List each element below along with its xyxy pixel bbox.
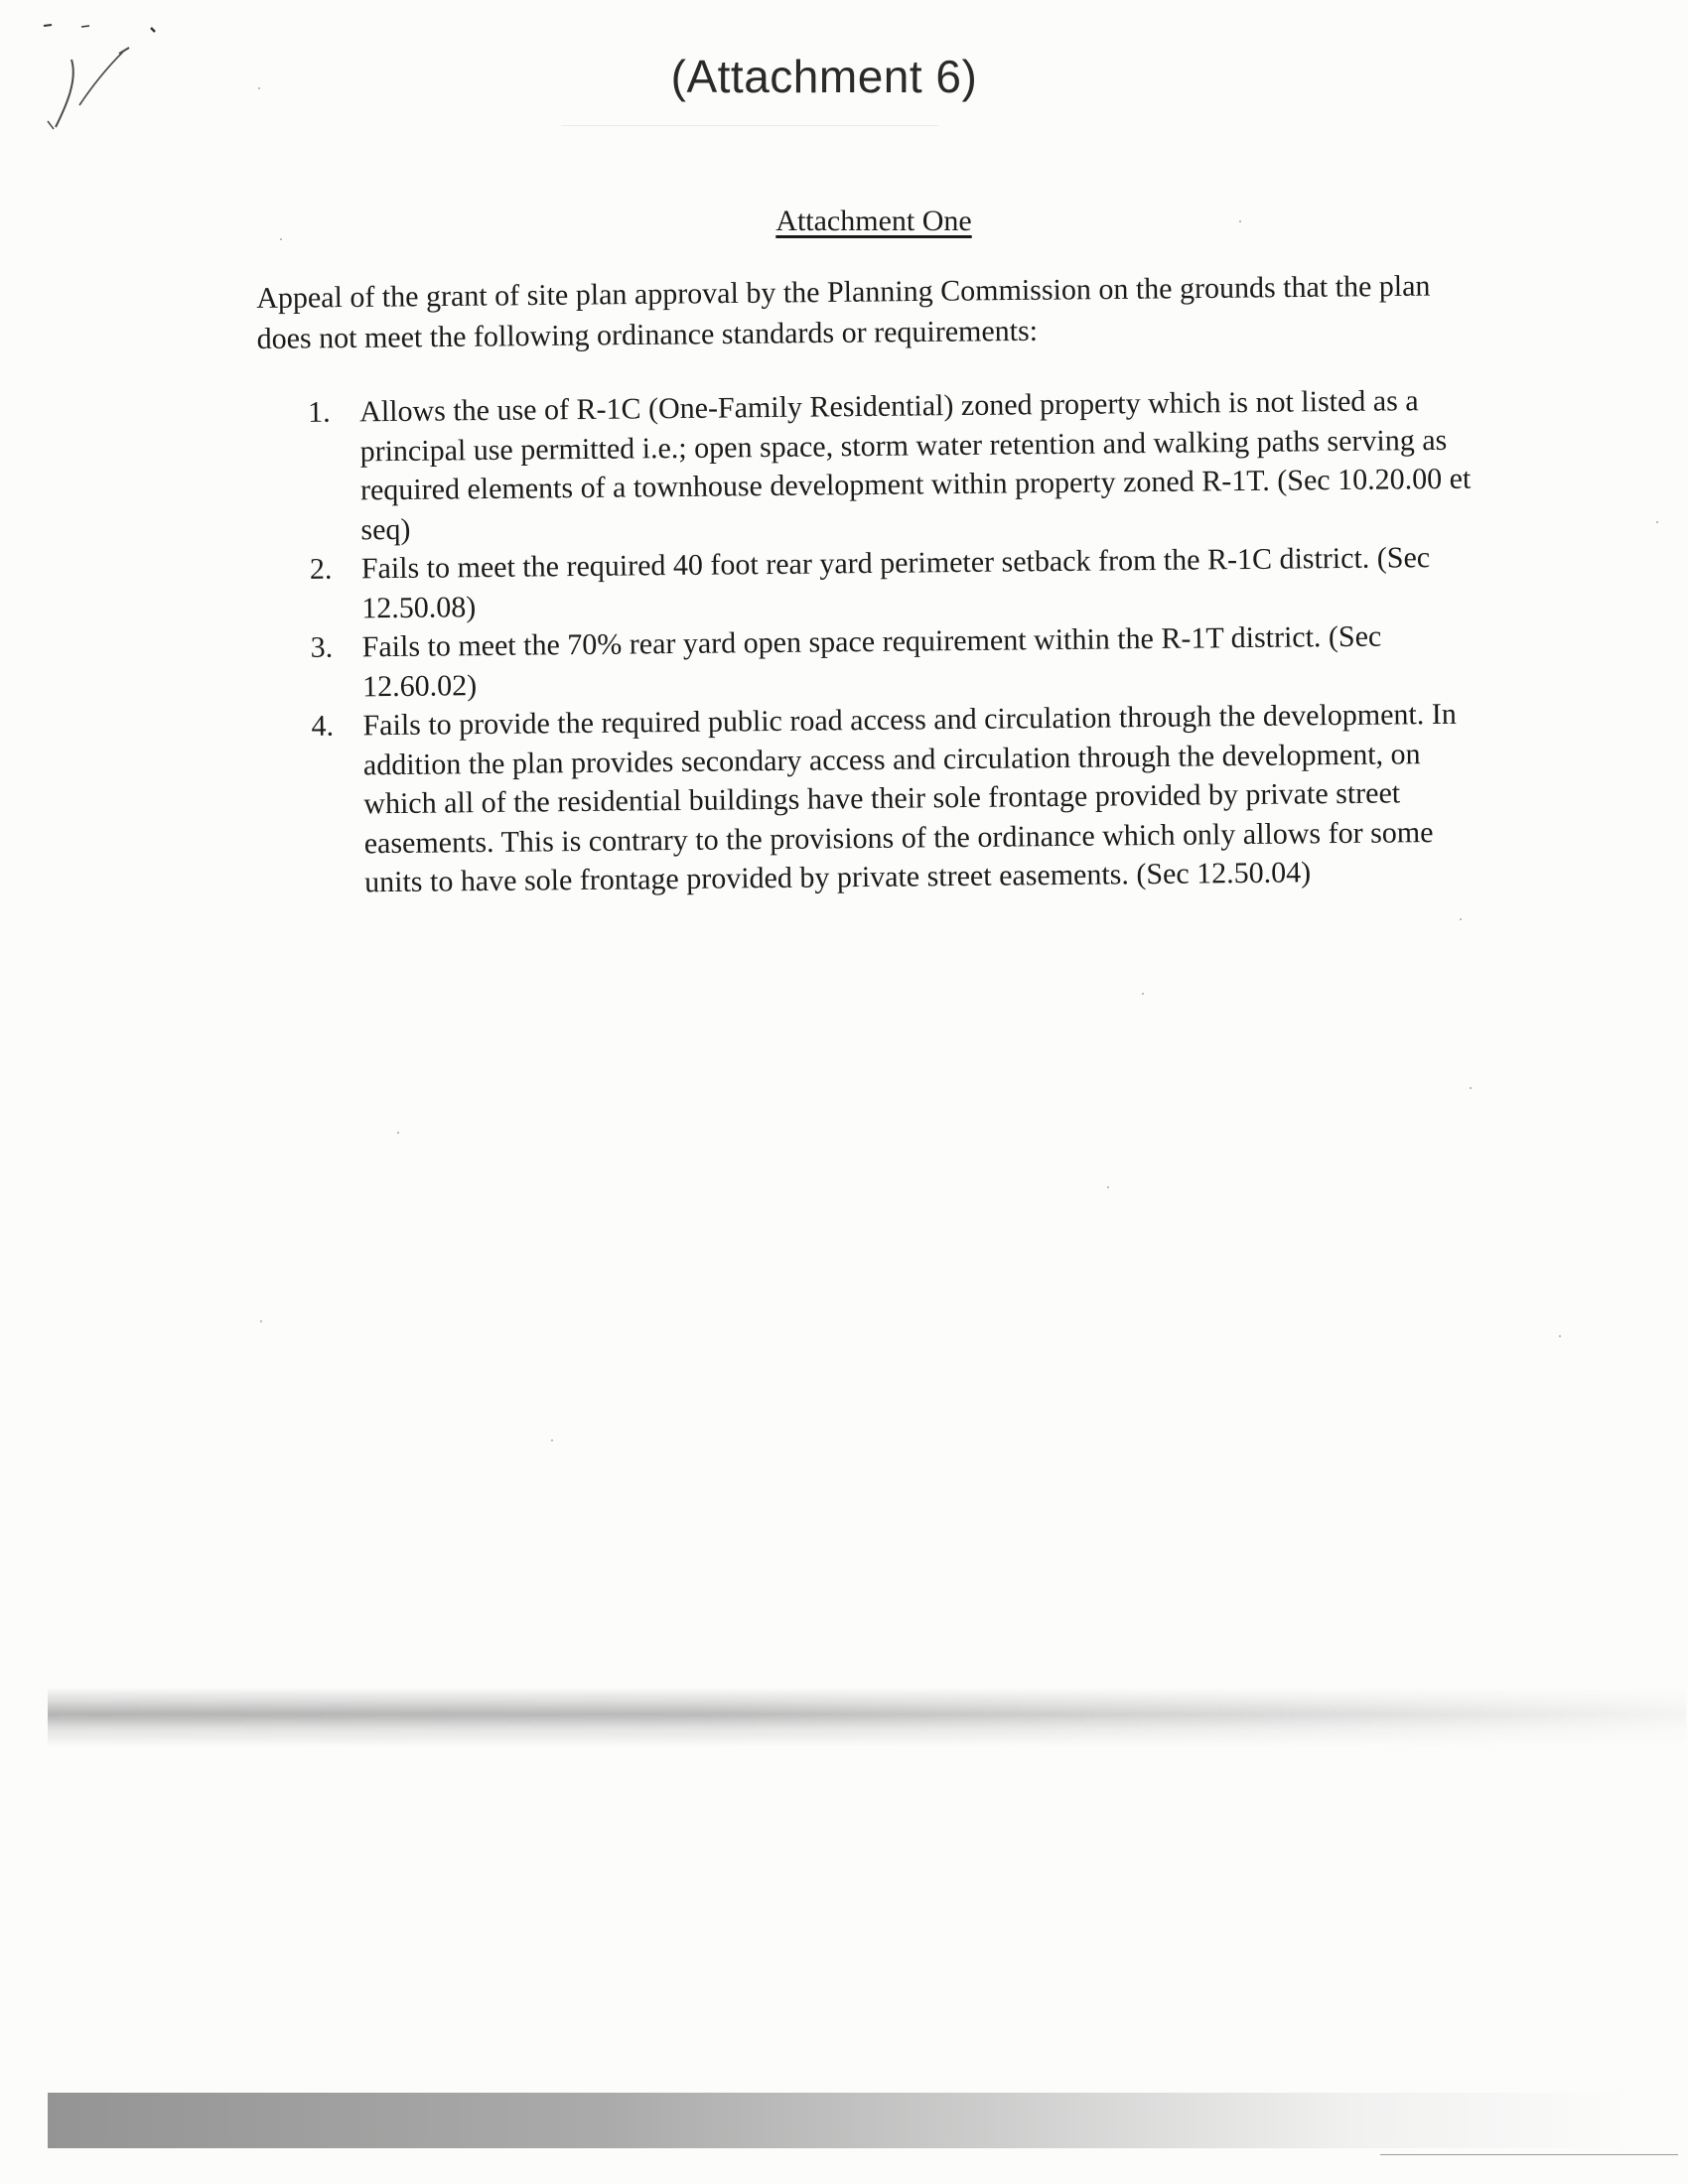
- requirements-list: [298, 380, 1494, 902]
- list-item-number: 3.: [310, 630, 334, 664]
- list-item-text: Allows the use of R-1C (One-Family Residential) zoned property which is not listed as a principal use permitted i.e.; open space, storm water retention and walking paths serving as required elements of a townhouse development within property zoned R-1T. (Sec 10.20.00 et seq): [359, 384, 1472, 546]
- scanner-shadow-band: [48, 1688, 1686, 1747]
- list-item-text: Fails to meet the 70% rear yard open space requirement within the R-1T district. (Sec 12.60.02): [361, 619, 1382, 703]
- scan-speck: [397, 1132, 399, 1134]
- scan-speck: [1470, 1087, 1472, 1089]
- scan-edge-line: [1380, 2154, 1678, 2155]
- attachment-label: (Attachment 6): [670, 51, 978, 102]
- list-item-number: 1.: [308, 395, 331, 429]
- scan-speck: [260, 1320, 262, 1322]
- document-heading: Attachment One: [775, 205, 972, 237]
- list-item: [298, 381, 1483, 550]
- scan-speck: [1656, 521, 1658, 523]
- list-item-number: 2.: [309, 552, 333, 586]
- list-item: [300, 616, 1484, 707]
- scan-speck: [1460, 918, 1462, 920]
- list-item-text: Fails to provide the required public road access and circulation through the development. In addition the plan provides secondary access and circulation through the development, on which all of the residential buildings have their sole frontage provided by private street easements. This is contrary to the provisions of the ordinance which only allows for some units to have sole frontage provided by private street easements. (Sec 12.50.04): [362, 697, 1457, 899]
- scan-speck: [1239, 220, 1241, 222]
- scanner-edge-band: [48, 2093, 1636, 2148]
- list-item: [301, 695, 1486, 903]
- scan-speck: [1559, 1335, 1561, 1337]
- list-item: [300, 538, 1484, 628]
- scan-speck: [258, 87, 260, 89]
- scan-speck: [1107, 1186, 1109, 1188]
- scan-speck: [280, 238, 282, 240]
- header-divider: [561, 125, 938, 126]
- scan-speck: [1142, 993, 1144, 995]
- list-item-number: 4.: [311, 709, 335, 743]
- intro-paragraph: Appeal of the grant of site plan approval by the Planning Commission on the grounds that the plan does not meet the following ordinance standards or requirements:: [256, 269, 1431, 355]
- scan-speck: [551, 1439, 553, 1441]
- list-item-text: Fails to meet the required 40 foot rear yard perimeter setback from the R-1C district. (Sec 12.50.08): [360, 541, 1431, 624]
